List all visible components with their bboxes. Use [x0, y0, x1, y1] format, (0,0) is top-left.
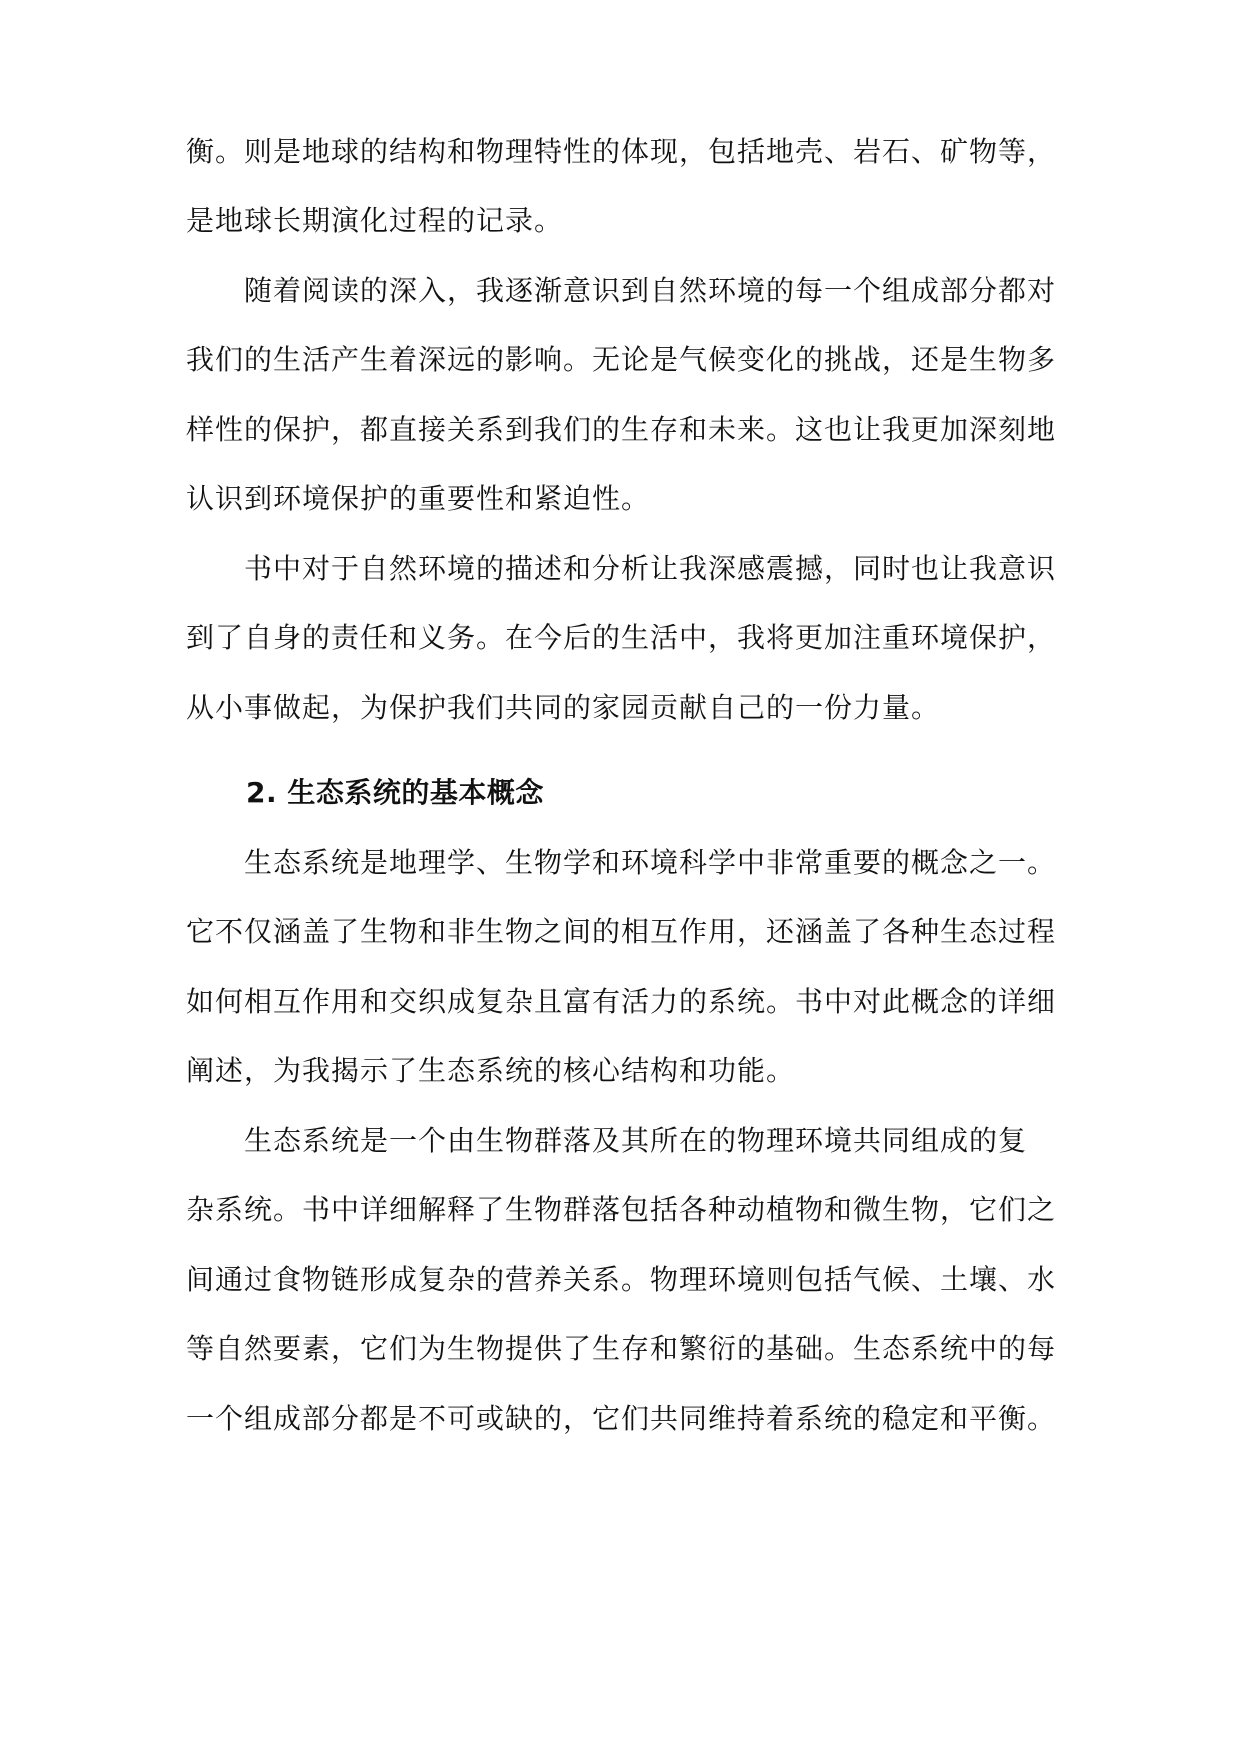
text-line: 如何相互作用和交织成复杂且富有活力的系统。书中对此概念的详细: [186, 985, 1057, 1018]
text-line: 间通过食物链形成复杂的营养关系。物理环境则包括气候、土壤、水: [186, 1263, 1057, 1296]
text-line: 认识到环境保护的重要性和紧迫性。: [186, 482, 651, 515]
section-heading: 2. 生态系统的基本概念: [246, 776, 544, 809]
text-line: 是地球长期演化过程的记录。: [186, 204, 564, 237]
text-line: 生态系统是地理学、生物学和环境科学中非常重要的概念之一。: [244, 846, 1057, 879]
text-line: 衡。则是地球的结构和物理特性的体现，包括地壳、岩石、矿物等，: [186, 135, 1057, 168]
text-line: 样性的保护，都直接关系到我们的生存和未来。这也让我更加深刻地: [186, 413, 1057, 446]
text-line: 等自然要素，它们为生物提供了生存和繁衍的基础。生态系统中的每: [186, 1332, 1057, 1365]
text-line: 阐述，为我揭示了生态系统的核心结构和功能。: [186, 1054, 796, 1087]
text-line: 生态系统是一个由生物群落及其所在的物理环境共同组成的复: [244, 1124, 1028, 1157]
text-line: 一个组成部分都是不可或缺的，它们共同维持着系统的稳定和平衡。: [186, 1402, 1057, 1435]
text-line: 杂系统。书中详细解释了生物群落包括各种动植物和微生物，它们之: [186, 1193, 1057, 1226]
text-line: 书中对于自然环境的描述和分析让我深感震撼，同时也让我意识: [244, 552, 1057, 585]
text-line: 随着阅读的深入，我逐渐意识到自然环境的每一个组成部分都对: [244, 274, 1057, 307]
text-line: 到了自身的责任和义务。在今后的生活中，我将更加注重环境保护，: [186, 621, 1057, 654]
text-line: 从小事做起，为保护我们共同的家园贡献自己的一份力量。: [186, 691, 941, 724]
text-line: 它不仅涵盖了生物和非生物之间的相互作用，还涵盖了各种生态过程: [186, 915, 1057, 948]
text-line: 我们的生活产生着深远的影响。无论是气候变化的挑战，还是生物多: [186, 343, 1057, 376]
